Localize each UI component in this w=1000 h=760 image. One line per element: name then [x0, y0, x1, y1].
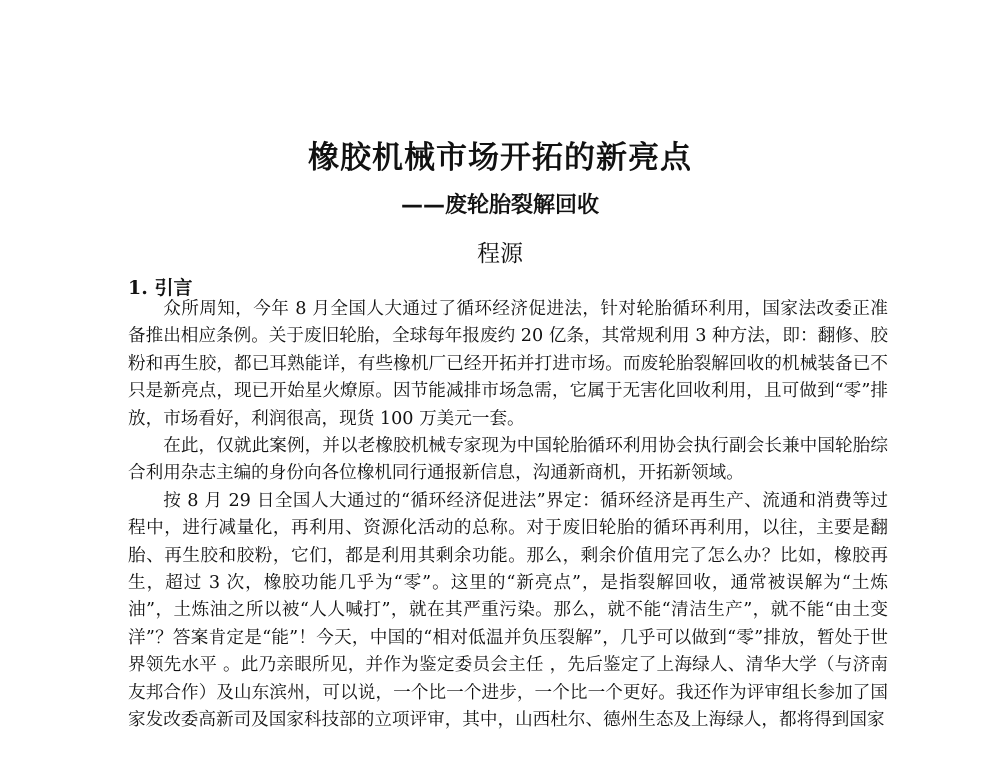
paragraph-3: 按 8 月 29 日全国人大通过的“循环经济促进法”界定：循环经济是再生产、流通和消费等过程中，进行减量化，再利用、资源化活动的总称。对于废旧轮胎的循环再利用，以往，主要是翻胎、再生胶和胶粉，它们，都是利用其剩余功能。那么，剩余价值用完了怎么办？比如，橡胶再生，超过 3 次，橡胶功能几乎为“零”。这里的“新亮点”，是指裂解回收，通常被误解为“土炼油”，土炼油之所以被“人人喊打”，就在其严重污染。那么，就不能“清洁生产”，就不能“由土变洋”？答案肯定是“能”！今天，中国的“相对低温并负压裂解”，几乎可以做到“零”排放，暂处于世界领先水平 。此乃亲眼所见，并作为鉴定委员会主任 ，先后鉴定了上海绿人、清华大学（与济南友邦合作）及山东滨州，可以说，一个比一个进步，一个比一个更好。我还作为评审组长参加了国家发改委高新司及国家科技部的立项评审，其中，山西杜尔、德州生态及上海绿人，都将得到国家: [128, 490, 888, 731]
article-author: 程源: [477, 241, 523, 267]
article-body: [128, 296, 888, 735]
paragraph-2: 在此，仅就此案例，并以老橡胶机械专家现为中国轮胎循环利用协会执行副会长兼中国轮胎综合利用杂志主编的身份向各位橡机同行通报新信息，沟通新商机，开拓新领域。: [128, 436, 888, 484]
article-subtitle: ——废轮胎裂解回收: [400, 193, 599, 218]
paragraph-1: 众所周知，今年 8 月全国人大通过了循环经济促进法，针对轮胎循环利用，国家法改委正准备推出相应条例。关于废旧轮胎，全球每年报废约 20 亿条，其常规利用 3 种方法，即：翻修、胶粉和再生胶，都已耳熟能详，有些橡机厂已经开拓并打进市场。而废轮胎裂解回收的机械装备已不只是新亮点，现已开始星火燎原。因节能减排市场急需，它属于无害化回收利用，且可做到“零”排放，市场看好，利润很高，现货 100 万美元一套。: [128, 299, 888, 429]
article-title: 橡胶机械市场开拓的新亮点: [308, 140, 692, 176]
section-heading: 1. 引言: [128, 277, 193, 299]
